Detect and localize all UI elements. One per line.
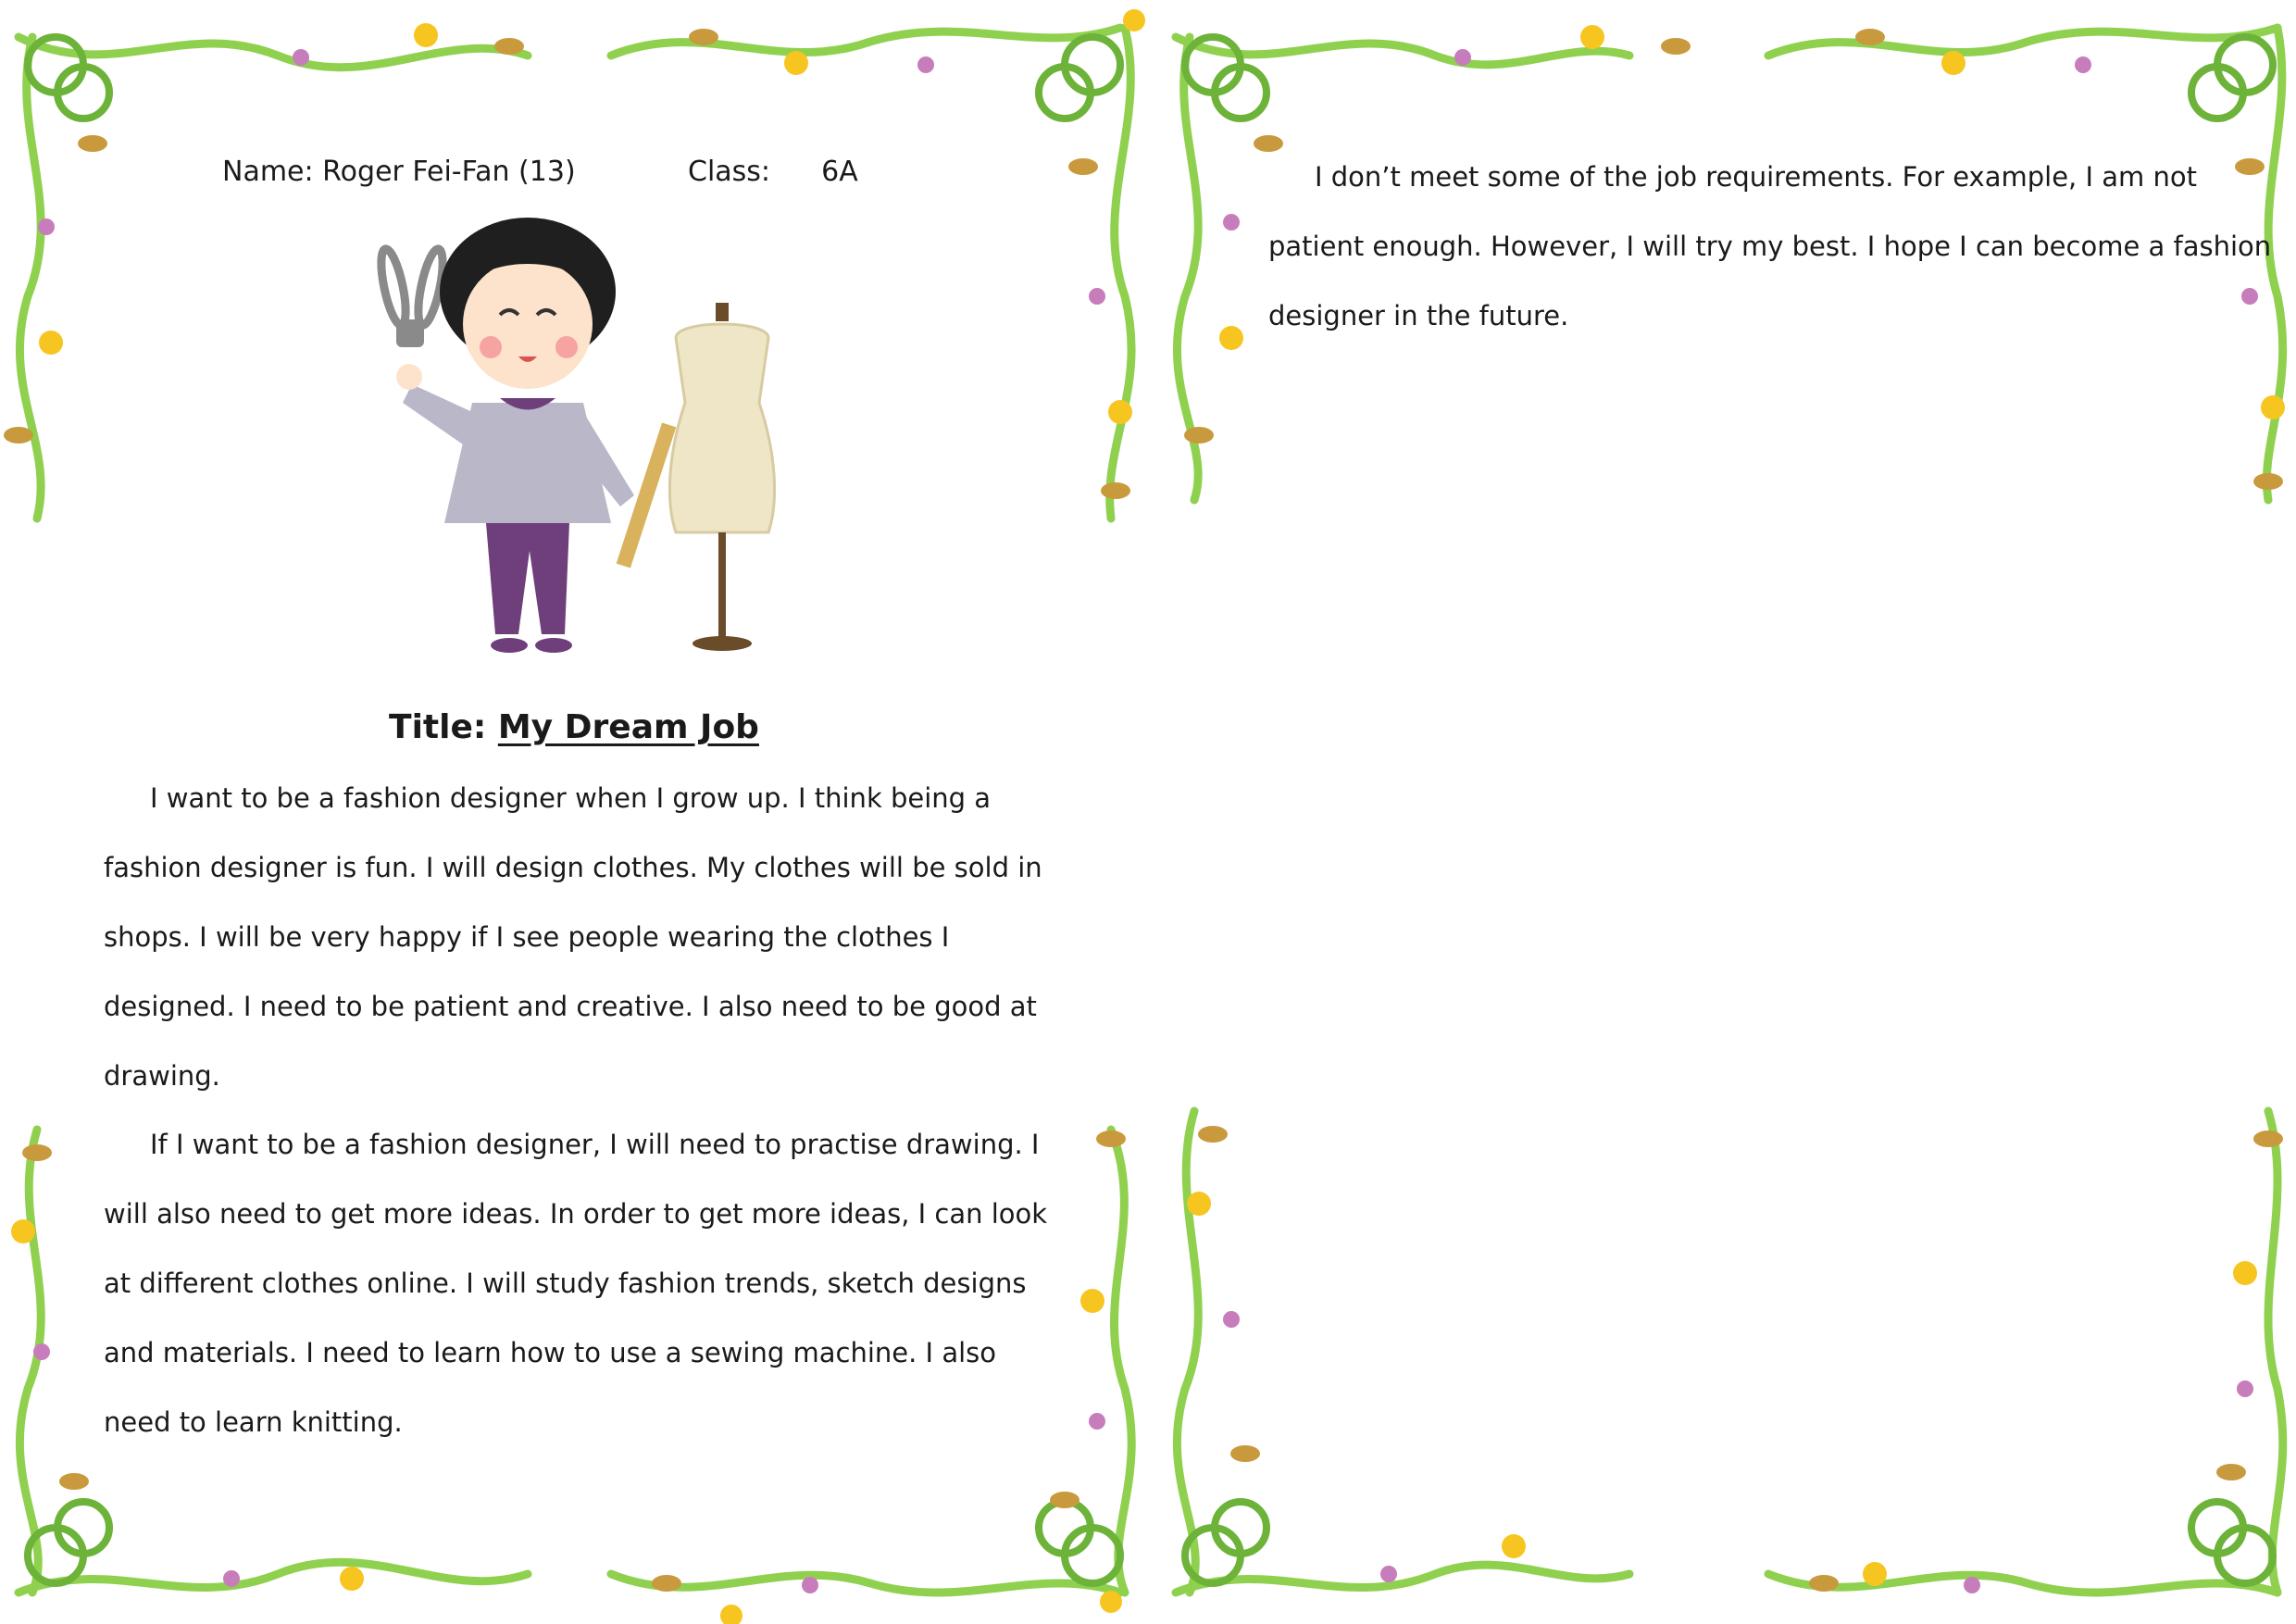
essay-title <box>0 708 1148 746</box>
class-label: Class: <box>688 156 771 188</box>
essay-paragraph-2: If I want to be a fashion designer, I will need to practise drawing. I will also need to get more ideas. In order to get more ideas, I can look at different clothes online. I will study fashion trends, sketch designs and materials. I need to learn how to use a sewing machine. I also need to learn knitting. <box>104 1129 1048 1438</box>
dress-form-icon <box>669 303 774 651</box>
essay-paragraph-1: I want to be a fashion designer when I grow up. I think being a fashion designer is fun. I will design clothes. My clothes will be sold in shops. I will be very happy if I see people wearing the clothes I designed. I need to be patient and creative. I also need to be good at drawing. <box>104 782 1042 1092</box>
right-page <box>1157 0 2296 1624</box>
person-figure <box>396 218 634 653</box>
name-value: Roger Fei-Fan (13) <box>322 156 576 188</box>
name-label: Name: <box>222 156 314 188</box>
scissors-icon <box>376 247 447 347</box>
title-value: My Dream Job <box>497 708 759 746</box>
class-value: 6A <box>821 156 858 188</box>
essay-paragraph-3: I don’t meet some of the job requirements. For example, I am not patient enough. However, I will try my best. I hope I can become a fashion designer in the future. <box>1268 161 2272 331</box>
student-name <box>222 156 576 188</box>
fashion-designer-illustration <box>370 218 796 671</box>
title-label: Title: <box>389 708 487 746</box>
student-class <box>688 156 858 188</box>
